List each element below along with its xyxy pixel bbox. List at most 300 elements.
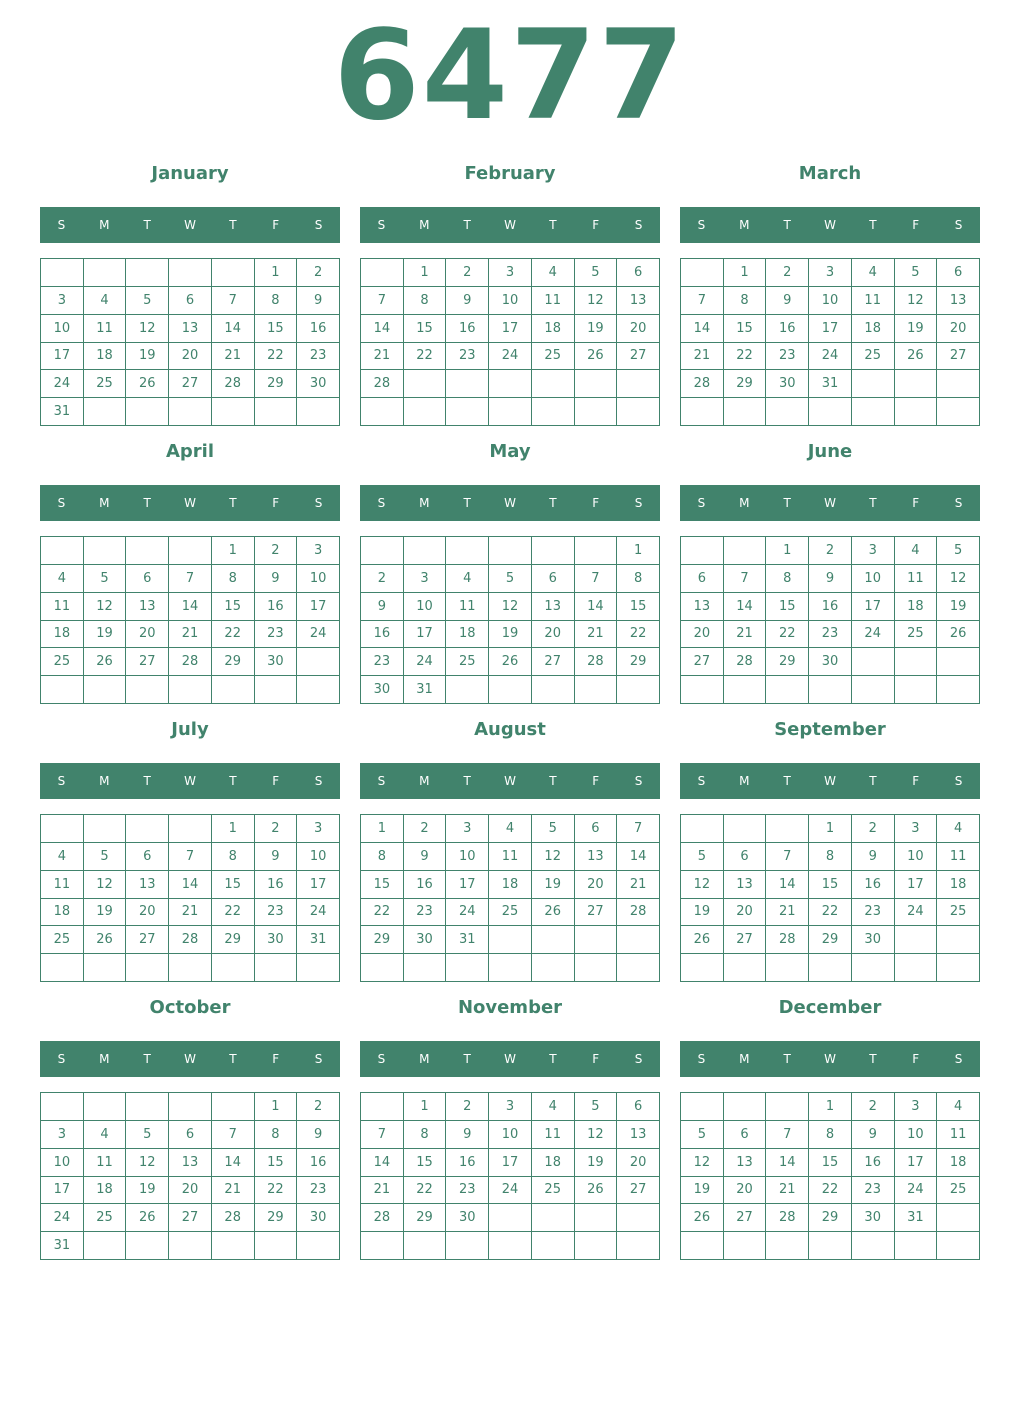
weekday-label: F [592, 774, 600, 788]
day-cell: 12 [532, 843, 575, 871]
day-cell: 24 [446, 899, 489, 927]
day-cell: 26 [937, 621, 980, 649]
empty-day-cell [532, 676, 575, 704]
empty-day-cell [126, 1093, 169, 1121]
day-cell: 22 [361, 899, 404, 927]
day-cell: 20 [617, 1149, 660, 1177]
empty-day-cell [617, 954, 660, 982]
day-grid [360, 1092, 660, 1260]
empty-day-cell [681, 259, 724, 287]
empty-day-cell [809, 1232, 852, 1260]
empty-day-cell [297, 648, 340, 676]
day-cell: 2 [255, 815, 298, 843]
weekday-label: W [824, 774, 836, 788]
day-cell: 29 [255, 1204, 298, 1232]
weekday-label: T [229, 1052, 237, 1066]
weekday-label: T [143, 774, 151, 788]
day-cell: 13 [724, 1149, 767, 1177]
day-cell: 9 [255, 843, 298, 871]
day-cell: 5 [895, 259, 938, 287]
day-cell: 11 [895, 565, 938, 593]
day-cell: 21 [766, 1177, 809, 1205]
weekday-label: F [272, 774, 280, 788]
day-cell: 30 [297, 1204, 340, 1232]
weekday-label: F [912, 496, 920, 510]
day-cell: 26 [575, 1177, 618, 1205]
day-cell: 21 [169, 621, 212, 649]
empty-day-cell [852, 398, 895, 426]
day-cell: 7 [617, 815, 660, 843]
empty-day-cell [575, 537, 618, 565]
day-cell: 26 [895, 343, 938, 371]
empty-day-cell [724, 1232, 767, 1260]
day-cell: 16 [361, 621, 404, 649]
empty-day-cell [937, 926, 980, 954]
day-cell: 27 [681, 648, 724, 676]
weekday-label: W [824, 218, 836, 232]
day-cell: 13 [169, 315, 212, 343]
weekday-label: T [869, 1052, 877, 1066]
day-cell: 2 [255, 537, 298, 565]
day-cell: 14 [681, 315, 724, 343]
day-cell: 29 [809, 926, 852, 954]
empty-day-cell [489, 676, 532, 704]
weekday-label: M [99, 1052, 110, 1066]
day-cell: 21 [681, 343, 724, 371]
empty-day-cell [361, 954, 404, 982]
day-cell: 25 [937, 899, 980, 927]
day-cell: 24 [809, 343, 852, 371]
day-cell: 17 [404, 621, 447, 649]
weekday-label: F [272, 496, 280, 510]
empty-day-cell [84, 676, 127, 704]
month-name: December [778, 997, 882, 1018]
day-cell: 6 [681, 565, 724, 593]
weekday-label: S [314, 218, 323, 232]
empty-day-cell [809, 398, 852, 426]
day-cell: 9 [852, 1121, 895, 1149]
weekday-label: M [99, 496, 110, 510]
day-cell: 2 [852, 1093, 895, 1121]
day-cell: 11 [937, 1121, 980, 1149]
day-cell: 5 [489, 565, 532, 593]
day-cell: 15 [212, 593, 255, 621]
empty-day-cell [361, 537, 404, 565]
empty-day-cell [84, 1232, 127, 1260]
weekday-label: T [869, 496, 877, 510]
weekday-label: S [57, 496, 66, 510]
day-cell: 16 [766, 315, 809, 343]
day-cell: 8 [809, 1121, 852, 1149]
day-cell: 8 [617, 565, 660, 593]
empty-day-cell [681, 537, 724, 565]
day-cell: 25 [446, 648, 489, 676]
empty-day-cell [212, 1093, 255, 1121]
empty-day-cell [489, 926, 532, 954]
empty-day-cell [169, 1232, 212, 1260]
day-cell: 13 [126, 593, 169, 621]
weekday-header [680, 207, 980, 243]
day-cell: 19 [575, 315, 618, 343]
day-cell: 16 [446, 315, 489, 343]
day-cell: 17 [297, 593, 340, 621]
weekday-label: F [912, 1052, 920, 1066]
empty-day-cell [41, 954, 84, 982]
day-cell: 13 [681, 593, 724, 621]
day-cell: 31 [446, 926, 489, 954]
day-cell: 1 [766, 537, 809, 565]
day-cell: 31 [895, 1204, 938, 1232]
weekday-label: S [954, 218, 963, 232]
empty-day-cell [617, 676, 660, 704]
empty-day-cell [489, 537, 532, 565]
day-cell: 10 [446, 843, 489, 871]
day-cell: 26 [84, 926, 127, 954]
day-cell: 8 [766, 565, 809, 593]
empty-day-cell [766, 1093, 809, 1121]
day-grid [680, 536, 980, 704]
weekday-label: T [229, 496, 237, 510]
day-cell: 9 [852, 843, 895, 871]
day-cell: 24 [404, 648, 447, 676]
empty-day-cell [169, 815, 212, 843]
day-cell: 20 [724, 1177, 767, 1205]
day-cell: 9 [255, 565, 298, 593]
day-cell: 18 [446, 621, 489, 649]
day-cell: 25 [41, 926, 84, 954]
weekday-header [40, 1041, 340, 1077]
day-cell: 31 [404, 676, 447, 704]
empty-day-cell [617, 370, 660, 398]
empty-day-cell [681, 815, 724, 843]
empty-day-cell [126, 676, 169, 704]
day-cell: 25 [852, 343, 895, 371]
day-cell: 3 [895, 1093, 938, 1121]
empty-day-cell [84, 1093, 127, 1121]
day-cell: 6 [575, 815, 618, 843]
day-cell: 26 [84, 648, 127, 676]
day-cell: 10 [489, 1121, 532, 1149]
day-grid [680, 1092, 980, 1260]
year-title: 6477 [333, 4, 687, 148]
empty-day-cell [895, 954, 938, 982]
weekday-label: T [783, 774, 791, 788]
empty-day-cell [297, 676, 340, 704]
empty-day-cell [84, 954, 127, 982]
day-cell: 6 [617, 259, 660, 287]
empty-day-cell [852, 954, 895, 982]
empty-day-cell [489, 398, 532, 426]
day-cell: 7 [169, 843, 212, 871]
day-cell: 18 [532, 1149, 575, 1177]
day-cell: 28 [361, 1204, 404, 1232]
day-cell: 8 [255, 1121, 298, 1149]
month-name: June [807, 441, 853, 462]
empty-day-cell [724, 1093, 767, 1121]
empty-day-cell [255, 954, 298, 982]
empty-day-cell [489, 1232, 532, 1260]
day-cell: 11 [937, 843, 980, 871]
empty-day-cell [41, 1093, 84, 1121]
empty-day-cell [446, 1232, 489, 1260]
empty-day-cell [169, 537, 212, 565]
weekday-label: F [272, 1052, 280, 1066]
weekday-label: M [739, 774, 750, 788]
day-cell: 25 [84, 1204, 127, 1232]
weekday-label: S [634, 218, 643, 232]
day-cell: 20 [937, 315, 980, 343]
day-cell: 8 [361, 843, 404, 871]
day-cell: 30 [852, 926, 895, 954]
day-cell: 17 [446, 871, 489, 899]
day-cell: 20 [169, 1177, 212, 1205]
weekday-label: T [549, 774, 557, 788]
weekday-header [40, 763, 340, 799]
day-cell: 17 [809, 315, 852, 343]
weekday-label: M [739, 496, 750, 510]
day-cell: 2 [766, 259, 809, 287]
day-cell: 18 [852, 315, 895, 343]
empty-day-cell [895, 398, 938, 426]
day-cell: 13 [617, 287, 660, 315]
day-cell: 28 [361, 370, 404, 398]
empty-day-cell [126, 815, 169, 843]
empty-day-cell [575, 926, 618, 954]
day-cell: 5 [84, 843, 127, 871]
day-cell: 29 [766, 648, 809, 676]
day-cell: 24 [41, 370, 84, 398]
day-grid [360, 258, 660, 426]
weekday-label: S [57, 218, 66, 232]
day-cell: 8 [212, 565, 255, 593]
day-cell: 25 [895, 621, 938, 649]
day-cell: 30 [255, 926, 298, 954]
day-cell: 14 [169, 593, 212, 621]
weekday-label: F [912, 774, 920, 788]
day-cell: 22 [212, 621, 255, 649]
day-cell: 1 [404, 1093, 447, 1121]
empty-day-cell [169, 398, 212, 426]
day-cell: 7 [212, 287, 255, 315]
empty-day-cell [297, 1232, 340, 1260]
day-cell: 14 [212, 315, 255, 343]
weekday-label: T [143, 496, 151, 510]
day-cell: 4 [937, 1093, 980, 1121]
empty-day-cell [489, 370, 532, 398]
day-cell: 3 [446, 815, 489, 843]
month-name: March [798, 163, 862, 184]
weekday-label: W [184, 1052, 196, 1066]
day-cell: 25 [532, 1177, 575, 1205]
day-cell: 11 [446, 593, 489, 621]
day-cell: 3 [489, 259, 532, 287]
day-cell: 13 [617, 1121, 660, 1149]
empty-day-cell [169, 954, 212, 982]
weekday-label: M [419, 1052, 430, 1066]
day-cell: 4 [937, 815, 980, 843]
day-cell: 21 [724, 621, 767, 649]
weekday-label: W [504, 218, 516, 232]
day-cell: 4 [532, 1093, 575, 1121]
day-cell: 29 [724, 370, 767, 398]
day-cell: 14 [766, 871, 809, 899]
day-cell: 10 [297, 565, 340, 593]
empty-day-cell [532, 398, 575, 426]
weekday-label: F [592, 1052, 600, 1066]
day-cell: 2 [297, 1093, 340, 1121]
day-cell: 2 [446, 1093, 489, 1121]
empty-day-cell [937, 370, 980, 398]
weekday-label: S [314, 774, 323, 788]
day-cell: 16 [809, 593, 852, 621]
empty-day-cell [724, 398, 767, 426]
day-cell: 19 [84, 899, 127, 927]
day-cell: 2 [361, 565, 404, 593]
day-cell: 16 [297, 1149, 340, 1177]
day-cell: 6 [169, 287, 212, 315]
day-cell: 19 [575, 1149, 618, 1177]
day-cell: 17 [41, 1177, 84, 1205]
empty-day-cell [404, 370, 447, 398]
weekday-label: T [229, 774, 237, 788]
day-cell: 13 [724, 871, 767, 899]
day-cell: 2 [404, 815, 447, 843]
day-cell: 18 [84, 343, 127, 371]
day-cell: 14 [724, 593, 767, 621]
day-cell: 21 [361, 343, 404, 371]
day-cell: 6 [724, 843, 767, 871]
empty-day-cell [766, 676, 809, 704]
day-cell: 28 [766, 926, 809, 954]
day-cell: 12 [575, 287, 618, 315]
day-cell: 22 [255, 1177, 298, 1205]
month-name: May [489, 441, 531, 462]
weekday-label: W [504, 774, 516, 788]
day-cell: 3 [895, 815, 938, 843]
weekday-label: T [869, 218, 877, 232]
empty-day-cell [937, 1232, 980, 1260]
weekday-label: M [739, 1052, 750, 1066]
day-cell: 3 [41, 287, 84, 315]
day-cell: 6 [617, 1093, 660, 1121]
day-cell: 31 [41, 398, 84, 426]
weekday-header [360, 763, 660, 799]
day-cell: 26 [681, 1204, 724, 1232]
day-grid [40, 814, 340, 982]
day-cell: 20 [126, 621, 169, 649]
day-cell: 27 [724, 926, 767, 954]
day-cell: 23 [361, 648, 404, 676]
month-name: July [171, 719, 209, 740]
day-cell: 30 [809, 648, 852, 676]
day-cell: 5 [532, 815, 575, 843]
weekday-header [680, 485, 980, 521]
day-cell: 19 [937, 593, 980, 621]
empty-day-cell [852, 648, 895, 676]
day-cell: 4 [41, 843, 84, 871]
day-cell: 2 [852, 815, 895, 843]
day-cell: 26 [126, 1204, 169, 1232]
weekday-label: S [697, 218, 706, 232]
weekday-label: S [634, 496, 643, 510]
day-cell: 16 [852, 871, 895, 899]
day-cell: 23 [255, 899, 298, 927]
day-cell: 28 [575, 648, 618, 676]
empty-day-cell [212, 259, 255, 287]
empty-day-cell [255, 676, 298, 704]
day-cell: 29 [212, 926, 255, 954]
day-cell: 24 [297, 621, 340, 649]
empty-day-cell [681, 1093, 724, 1121]
weekday-label: T [549, 1052, 557, 1066]
day-cell: 13 [937, 287, 980, 315]
day-cell: 11 [41, 593, 84, 621]
day-cell: 28 [212, 1204, 255, 1232]
day-cell: 6 [126, 565, 169, 593]
day-cell: 3 [404, 565, 447, 593]
day-cell: 1 [212, 815, 255, 843]
empty-day-cell [575, 398, 618, 426]
empty-day-cell [255, 398, 298, 426]
empty-day-cell [895, 926, 938, 954]
weekday-label: T [783, 496, 791, 510]
weekday-label: W [184, 774, 196, 788]
day-cell: 13 [532, 593, 575, 621]
empty-day-cell [212, 954, 255, 982]
weekday-label: M [99, 218, 110, 232]
weekday-label: S [57, 1052, 66, 1066]
day-cell: 4 [852, 259, 895, 287]
empty-day-cell [446, 537, 489, 565]
month-name: November [457, 997, 563, 1018]
day-cell: 7 [169, 565, 212, 593]
day-cell: 5 [937, 537, 980, 565]
day-cell: 4 [84, 1121, 127, 1149]
day-cell: 26 [489, 648, 532, 676]
day-cell: 18 [532, 315, 575, 343]
day-cell: 9 [446, 1121, 489, 1149]
day-cell: 23 [446, 1177, 489, 1205]
weekday-label: W [184, 496, 196, 510]
empty-day-cell [681, 676, 724, 704]
day-cell: 7 [361, 1121, 404, 1149]
day-cell: 28 [169, 926, 212, 954]
empty-day-cell [297, 398, 340, 426]
empty-day-cell [937, 954, 980, 982]
day-cell: 17 [895, 871, 938, 899]
day-cell: 11 [532, 1121, 575, 1149]
weekday-label: M [419, 496, 430, 510]
day-cell: 18 [84, 1177, 127, 1205]
day-cell: 10 [895, 843, 938, 871]
day-cell: 1 [809, 1093, 852, 1121]
day-cell: 31 [809, 370, 852, 398]
weekday-label: T [463, 1052, 471, 1066]
day-cell: 16 [404, 871, 447, 899]
empty-day-cell [126, 259, 169, 287]
weekday-label: M [99, 774, 110, 788]
day-cell: 10 [852, 565, 895, 593]
empty-day-cell [724, 676, 767, 704]
day-cell: 21 [169, 899, 212, 927]
day-grid [680, 258, 980, 426]
empty-day-cell [895, 1232, 938, 1260]
day-cell: 9 [404, 843, 447, 871]
day-cell: 22 [766, 621, 809, 649]
empty-day-cell [681, 1232, 724, 1260]
day-cell: 17 [489, 315, 532, 343]
day-cell: 24 [852, 621, 895, 649]
